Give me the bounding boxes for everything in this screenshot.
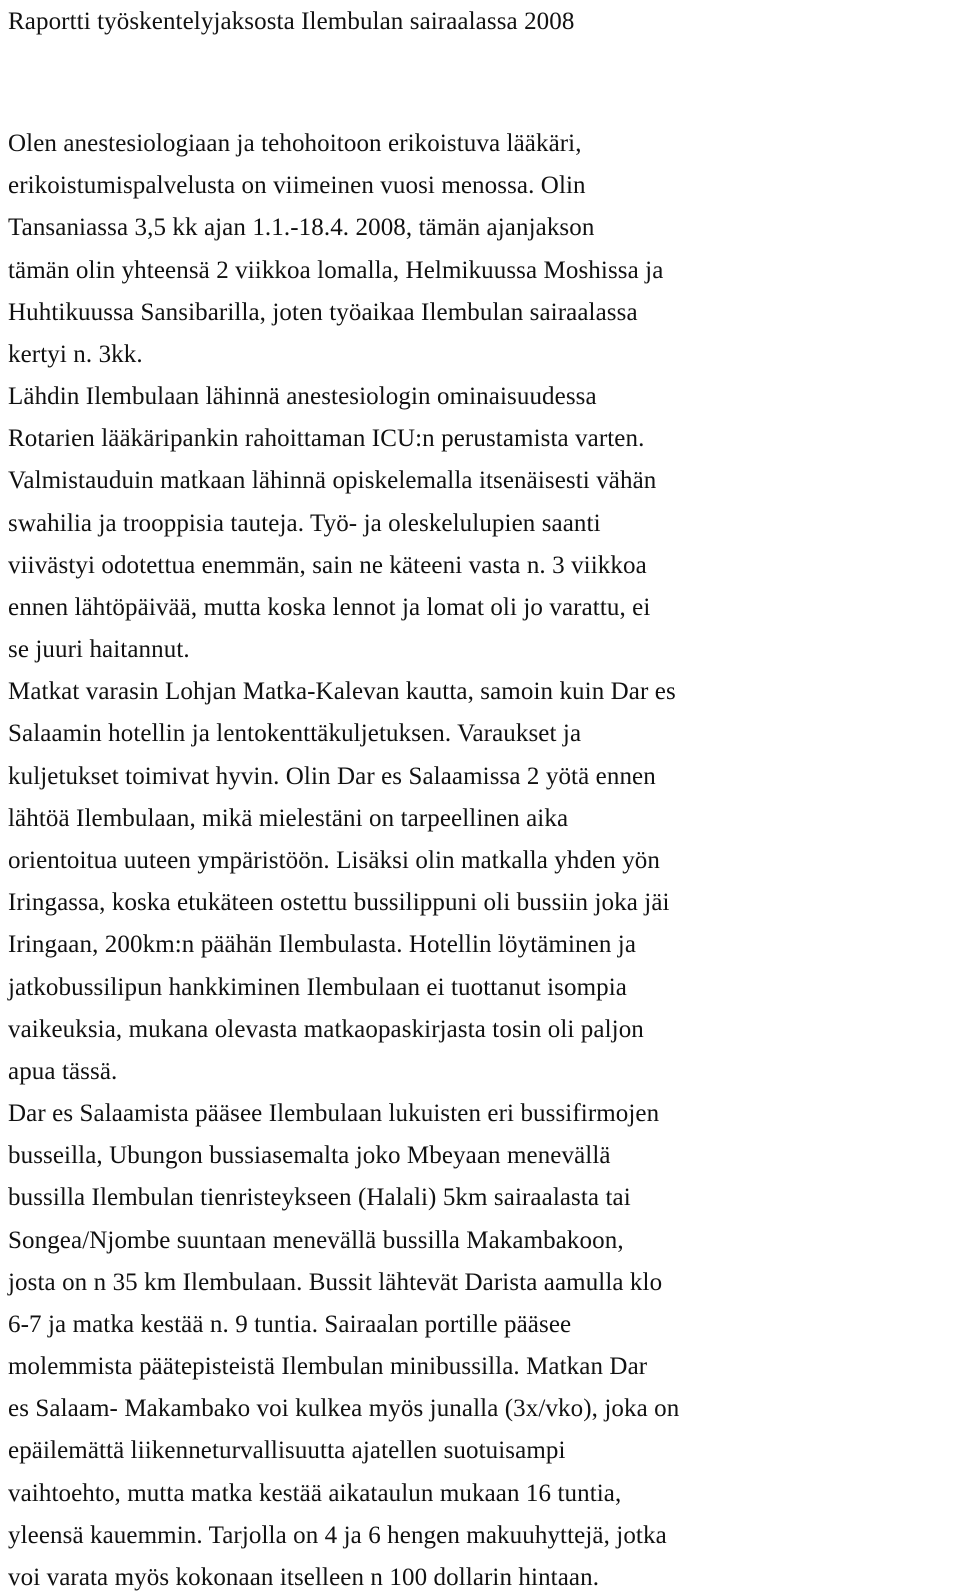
text-line: voi varata myös kokonaan itselleen n 100 dollarin hintaan. [8,1564,600,1591]
text-line: lähtöä Ilembulaan, mikä mielestäni on tarpeellinen aika [8,805,569,832]
text-line: vaikeuksia, mukana olevasta matkaopaskirjasta tosin oli paljon [8,1016,644,1043]
text-line: jatkobussilipun hankkiminen Ilembulaan ei tuottanut isompia [8,974,627,1001]
text-line: swahilia ja trooppisia tauteja. Työ- ja oleskelulupien saanti [8,510,601,537]
text-line: se juuri haitannut. [8,636,190,663]
text-line: Lähdin Ilembulaan lähinnä anestesiologin ominaisuudessa [8,383,597,410]
text-line: josta on n 35 km Ilembulaan. Bussit lähtevät Darista aamulla klo [8,1269,663,1296]
text-line: yleensä kauemmin. Tarjolla on 4 ja 6 hengen makuuhyttejä, jotka [8,1522,667,1549]
text-line: bussilla Ilembulan tienristeykseen (Halali) 5km sairaalasta tai [8,1184,631,1211]
text-line: kuljetukset toimivat hyvin. Olin Dar es Salaamissa 2 yötä ennen [8,763,656,790]
text-line: orientoitua uuteen ympäristöön. Lisäksi olin matkalla yhden yön [8,847,661,874]
text-line: Iringassa, koska etukäteen ostettu bussilippuni oli bussiin joka jäi [8,889,670,916]
text-line: ennen lähtöpäivää, mutta koska lennot ja lomat oli jo varattu, ei [8,594,651,621]
document-title: Raportti työskentelyjaksosta Ilembulan sairaalassa 2008 [8,8,575,35]
text-line: Olen anestesiologiaan ja tehohoitoon erikoistuva lääkäri, [8,130,582,157]
text-line: erikoistumispalvelusta on viimeinen vuosi menossa. Olin [8,172,586,199]
text-line: Salaamin hotellin ja lentokenttäkuljetuksen. Varaukset ja [8,720,582,747]
text-line: Matkat varasin Lohjan Matka-Kalevan kautta, samoin kuin Dar es [8,678,676,705]
text-line: Valmistauduin matkaan lähinnä opiskelemalla itsenäisesti vähän [8,467,657,494]
text-line: epäilemättä liikenneturvallisuutta ajatellen suotuisampi [8,1437,566,1464]
text-line: Dar es Salaamista pääsee Ilembulaan lukuisten eri bussifirmojen [8,1100,660,1127]
text-line: 6-7 ja matka kestää n. 9 tuntia. Sairaalan portille pääsee [8,1311,572,1338]
text-line: apua tässä. [8,1058,118,1085]
text-line: es Salaam- Makambako voi kulkea myös junalla (3x/vko), joka on [8,1395,680,1422]
text-line: vaihtoehto, mutta matka kestää aikataulun mukaan 16 tuntia, [8,1480,622,1507]
text-line: Huhtikuussa Sansibarilla, joten työaikaa Ilembulan sairaalassa [8,299,638,326]
text-line: Rotarien lääkäripankin rahoittaman ICU:n perustamista varten. [8,425,645,452]
text-line: Iringaan, 200km:n päähän Ilembulasta. Hotellin löytäminen ja [8,931,637,958]
text-line: tämän olin yhteensä 2 viikkoa lomalla, Helmikuussa Moshissa ja [8,257,664,284]
text-line: kertyi n. 3kk. [8,341,143,368]
text-line: viivästyi odotettua enemmän, sain ne käteeni vasta n. 3 viikkoa [8,552,647,579]
text-line: Songea/Njombe suuntaan menevällä bussilla Makambakoon, [8,1227,624,1254]
text-line: Tansaniassa 3,5 kk ajan 1.1.-18.4. 2008, tämän ajanjakson [8,214,595,241]
text-line: molemmista päätepisteistä Ilembulan minibussilla. Matkan Dar [8,1353,648,1380]
text-line: busseilla, Ubungon bussiasemalta joko Mbeyaan menevällä [8,1142,611,1169]
